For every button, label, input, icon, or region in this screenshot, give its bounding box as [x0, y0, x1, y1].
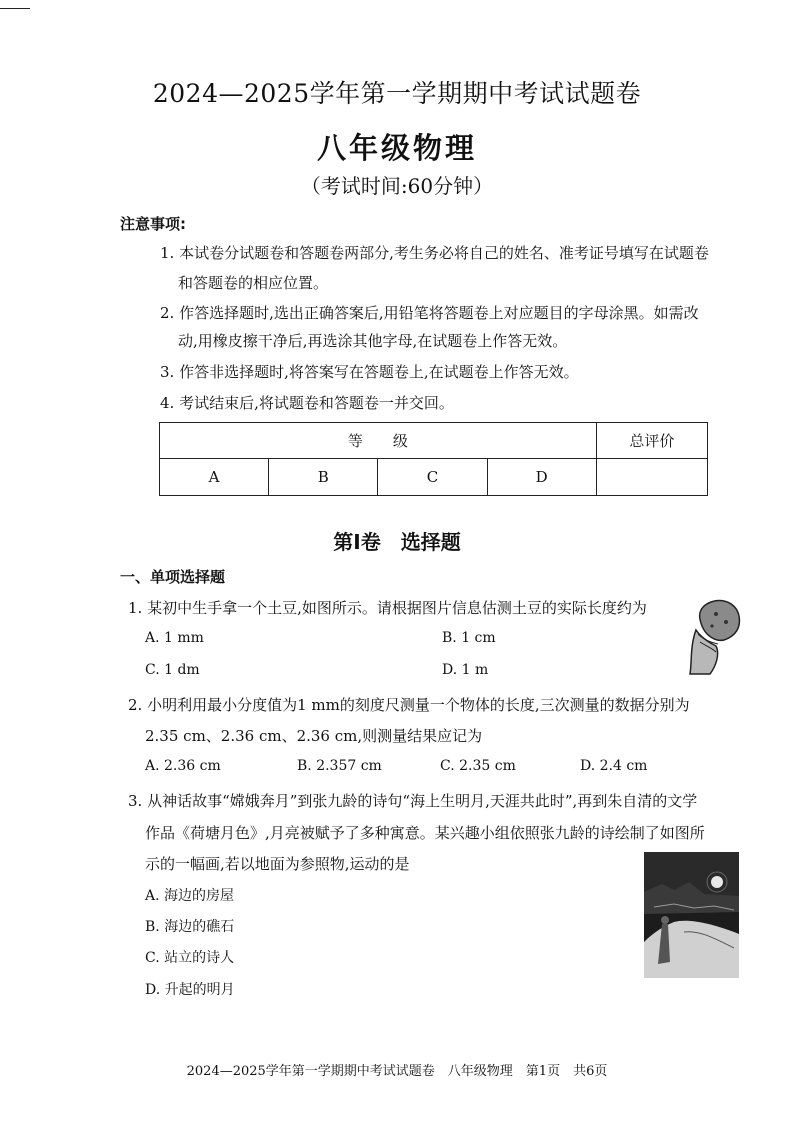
q1-option-c: C. 1 dm [145, 662, 200, 678]
note-item: 1. 本试卷分试题卷和答题卷两部分,考生务必将自己的姓名、准考证号填写在试题卷 [160, 244, 709, 262]
q3-option-d: D. 升起的明月 [145, 982, 235, 998]
part-heading: 一、单项选择题 [120, 568, 226, 586]
note-item: 3. 作答非选择题时,将答案写在答题卷上,在试题卷上作答无效。 [160, 363, 579, 381]
q1-option-b: B. 1 cm [442, 630, 496, 646]
potato-hand-illustration [686, 596, 744, 676]
note-item: 动,用橡皮擦干净后,再选涂其他字母,在试题卷上作答无效。 [178, 332, 568, 350]
notes-heading: 注意事项: [120, 215, 186, 233]
question-3-text-cont: 作品《荷塘月色》,月亮被赋予了多种寓意。某兴趣小组依照张九龄的诗绘制了如图所 [145, 824, 705, 842]
question-3-text-cont: 示的一幅画,若以地面为参照物,运动的是 [145, 855, 410, 873]
question-1-text: 1. 某初中生手拿一个土豆,如图所示。请根据图片信息估测土豆的实际长度约为 [128, 599, 647, 617]
subject-title: 八年级物理 [316, 131, 477, 165]
q3-option-a: A. 海边的房屋 [145, 888, 235, 904]
q2-option-c: C. 2.35 cm [440, 758, 516, 774]
question-2-text: 2. 小明利用最小分度值为1 mm的刻度尺测量一个物体的长度,三次测量的数据分别为 [128, 696, 690, 714]
question-3-text: 3. 从神话故事“嫦娥奔月”到张九龄的诗句“海上生明月,天涯共此时”,再到朱自清的文学 [128, 792, 698, 810]
section-title: 第Ⅰ卷 选择题 [333, 530, 461, 554]
q1-option-a: A. 1 mm [145, 630, 204, 646]
grade-level: A [160, 459, 269, 496]
page-footer: 2024—2025学年第一学期期中考试试题卷 八年级物理 第1页 共6页 [186, 1064, 608, 1079]
grade-header: 等 级 [160, 423, 597, 459]
total-evaluation-cell [596, 459, 707, 496]
exam-duration: （考试时间:60分钟） [300, 174, 494, 198]
note-item: 和答题卷的相应位置。 [178, 274, 329, 292]
q1-option-d: D. 1 m [442, 662, 489, 678]
q2-option-a: A. 2.36 cm [145, 758, 221, 774]
grade-level: C [378, 459, 487, 496]
total-evaluation-header: 总评价 [596, 423, 707, 459]
q3-option-c: C. 站立的诗人 [145, 950, 235, 966]
note-item: 2. 作答选择题时,选出正确答案后,用铅笔将答题卷上对应题目的字母涂黑。如需改 [160, 304, 699, 322]
question-2-text-cont: 2.35 cm、2.36 cm、2.36 cm,则测量结果应记为 [145, 727, 483, 745]
q3-option-b: B. 海边的礁石 [145, 919, 235, 935]
grade-table [159, 422, 708, 496]
moonlit-sea-painting [644, 852, 739, 978]
q2-option-b: B. 2.357 cm [297, 758, 382, 774]
grade-level: B [269, 459, 378, 496]
corner-mark [0, 8, 30, 9]
note-item: 4. 考试结束后,将试题卷和答题卷一并交回。 [160, 394, 454, 412]
q2-option-d: D. 2.4 cm [580, 758, 648, 774]
grade-level: D [487, 459, 596, 496]
exam-title: 2024—2025学年第一学期期中考试试题卷 [152, 79, 642, 108]
